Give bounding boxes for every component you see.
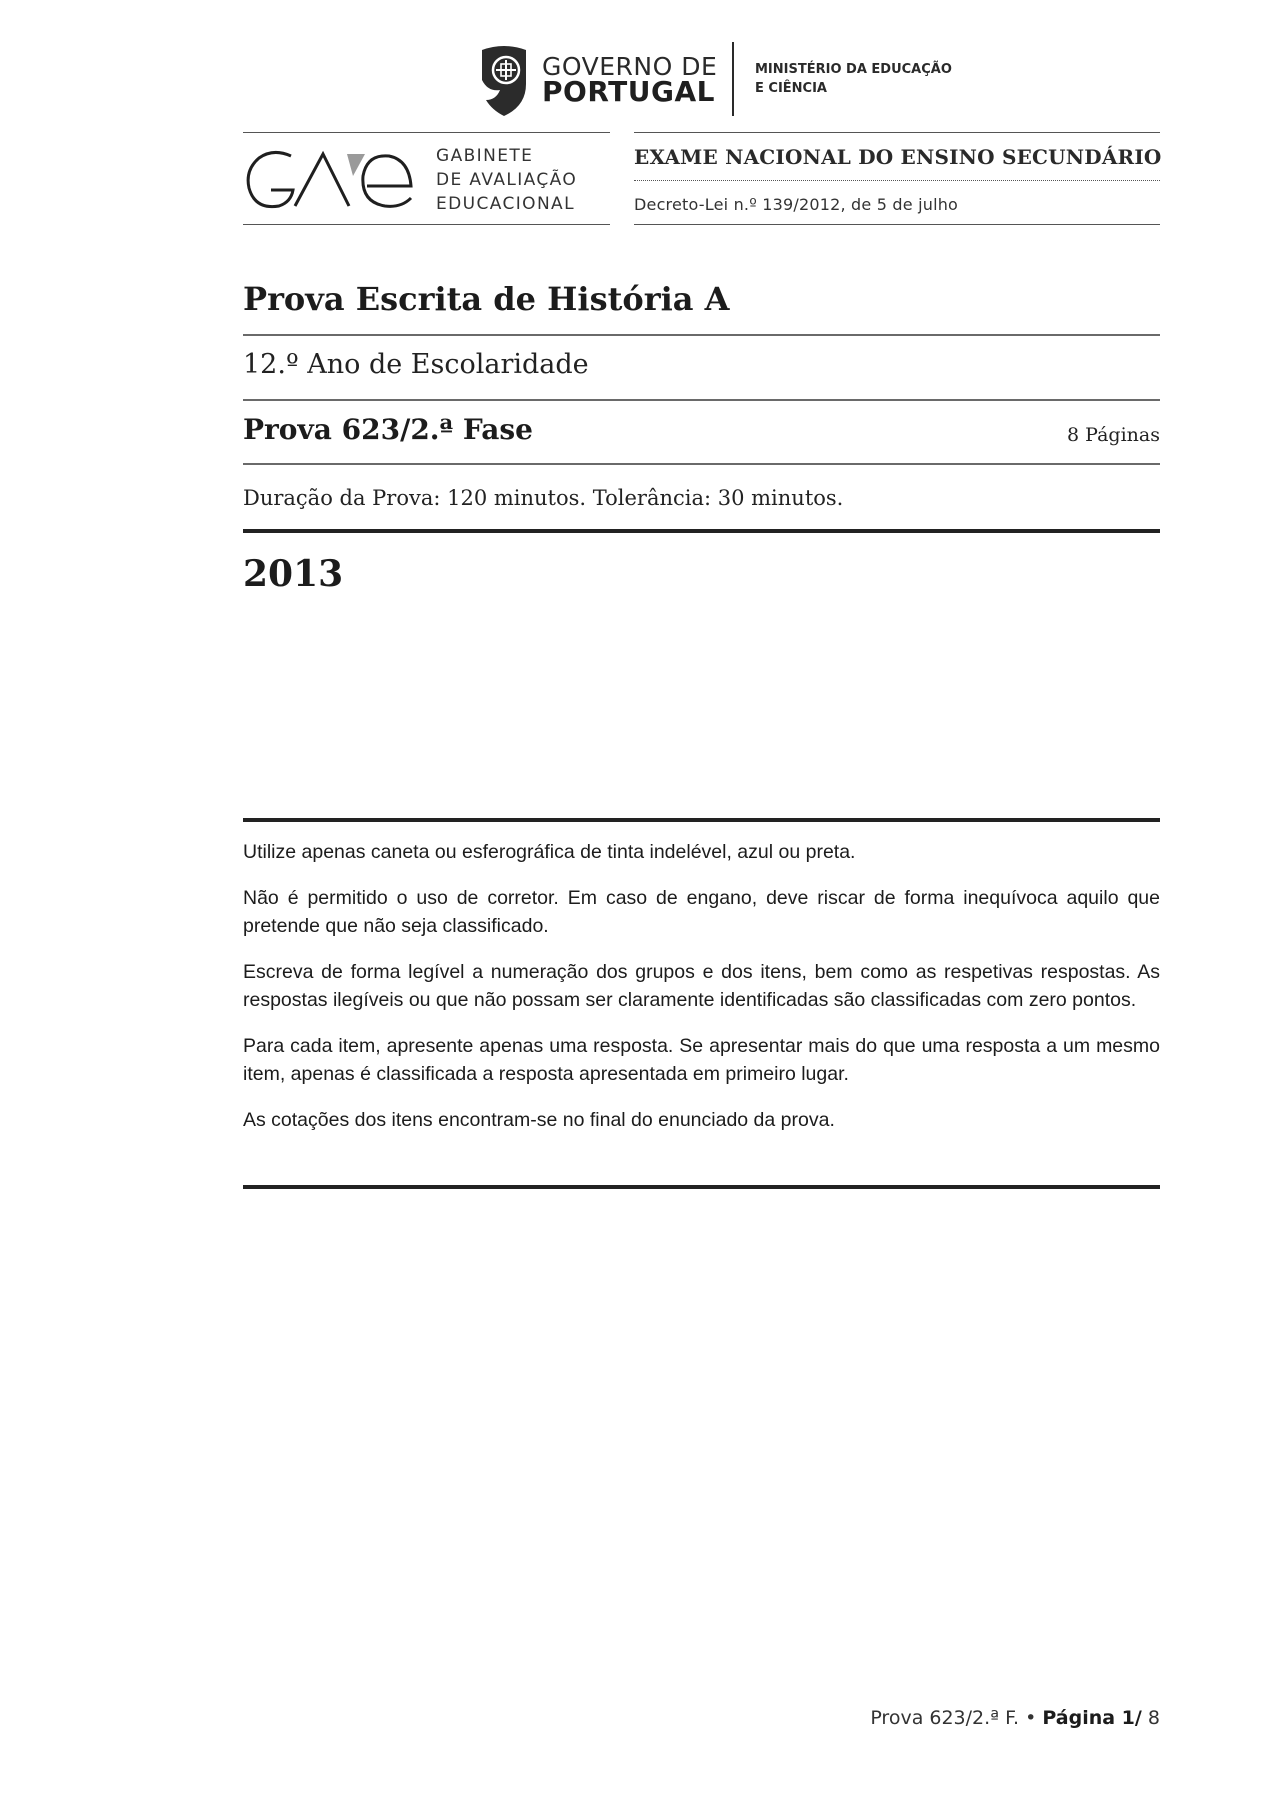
dotted-divider [634,180,1160,181]
gov-separator [732,42,734,116]
decree-reference: Decreto-Lei n.º 139/2012, de 5 de julho [634,195,959,214]
gov-line2: PORTUGAL [542,75,715,108]
page-count: 8 Páginas [1067,424,1160,446]
page-footer [870,1707,1160,1729]
exam-type-title: EXAME NACIONAL DO ENSINO SECUNDÁRIO [634,145,1162,169]
government-emblem-icon [476,40,532,118]
gave-bottom-rule [243,224,610,225]
exam-code: Prova 623/2.ª Fase [243,413,533,446]
instructions-top-rule [243,818,1160,822]
exam-bottom-rule [634,224,1160,225]
footer-total: 8 [1141,1707,1160,1729]
instructions-bottom-rule [243,1185,1160,1189]
gave-top-rule [243,132,610,133]
exam-top-rule [634,132,1160,133]
instructions [243,838,1160,1152]
gave-line2: DE AVALIAÇÃO [436,170,578,190]
exam-title: Prova Escrita de História A [243,280,730,318]
instruction-item: Para cada item, apresente apenas uma resposta. Se apresentar mais do que uma resposta a um mesmo item, apenas é classificada a resposta apresentada em primeiro lugar. [243,1035,1160,1085]
footer-prefix: Prova 623/2.ª F. • [870,1707,1043,1729]
duration-rule [243,529,1160,533]
gave-line1: GABINETE [436,146,534,166]
school-year: 12.º Ano de Escolaridade [243,349,589,380]
instruction-item: Escreva de forma legível a numeração dos grupos e dos itens, bem como as respetivas respostas. As respostas ilegíveis ou que não possam ser claramente identificadas são classificadas com zero pontos. [243,961,1160,1011]
code-rule [243,463,1160,465]
instruction-item: Utilize apenas caneta ou esferográfica de tinta indelével, azul ou preta. [243,841,856,863]
title-rule [243,334,1160,336]
grade-rule [243,399,1160,401]
instruction-item: Não é permitido o uso de corretor. Em caso de engano, deve riscar de forma inequívoca aquilo que pretende que não seja classificado. [243,887,1160,937]
footer-page-label: Página 1/ [1042,1707,1142,1729]
gov-line1: GOVERNO DE [542,52,718,81]
ministry-line2: E CIÊNCIA [755,81,827,96]
exam-duration: Duração da Prova: 120 minutos. Tolerância: 30 minutos. [243,486,844,510]
instruction-item: As cotações dos itens encontram-se no final do enunciado da prova. [243,1109,835,1131]
ministry-line1: MINISTÉRIO DA EDUCAÇÃO [755,62,952,77]
gave-line3: EDUCACIONAL [436,194,575,214]
gave-logo-icon [243,146,415,214]
exam-year: 2013 [243,553,344,595]
